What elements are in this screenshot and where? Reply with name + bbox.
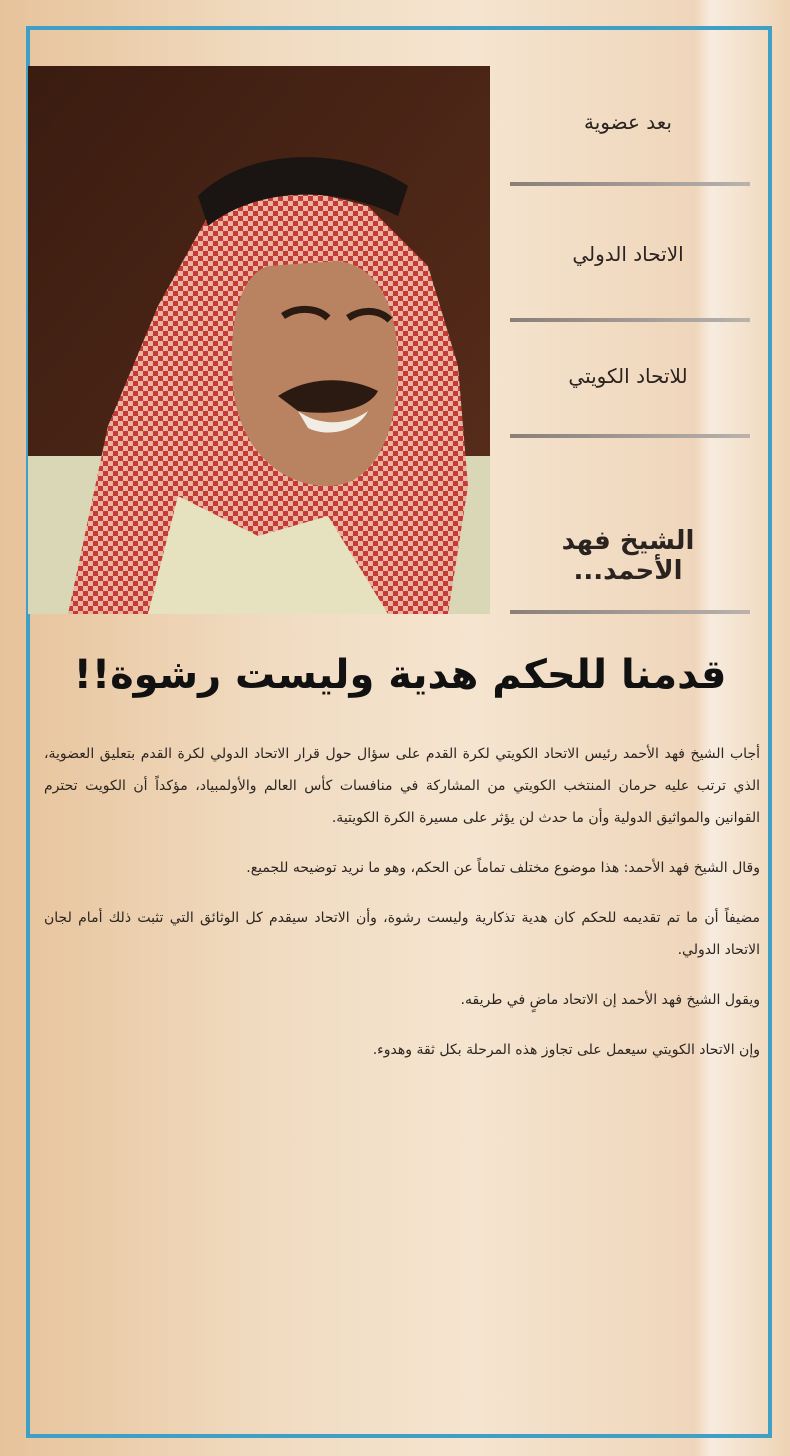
kicker-line-2: الاتحاد الدولي bbox=[572, 242, 684, 266]
kicker-divider bbox=[510, 610, 750, 614]
headline: قدمنا للحكم هدية وليست رشوة!! bbox=[73, 652, 727, 698]
portrait-photo bbox=[28, 66, 490, 614]
kicker-column bbox=[506, 66, 750, 618]
paragraph: ويقول الشيخ فهد الأحمد إن الاتحاد ماضٍ في طريقه. bbox=[460, 992, 760, 1008]
kicker-line-1: بعد عضوية bbox=[584, 110, 672, 134]
portrait-image bbox=[28, 66, 490, 614]
kicker-line-4: الشيخ فهد الأحمد... bbox=[561, 526, 695, 586]
paragraph: وقال الشيخ فهد الأحمد: هذا موضوع مختلف تماماً عن الحكم، وهو ما نريد توضيحه للجميع. bbox=[246, 860, 760, 876]
kicker-line-3: للاتحاد الكويتي bbox=[568, 364, 688, 388]
article-body bbox=[44, 738, 760, 1084]
kicker-divider bbox=[510, 434, 750, 438]
paragraph: وإن الاتحاد الكويتي سيعمل على تجاوز هذه المرحلة بكل ثقة وهدوء. bbox=[372, 1042, 760, 1058]
paragraph: أجاب الشيخ فهد الأحمد رئيس الاتحاد الكويتي لكرة القدم على سؤال حول قرار الاتحاد الدولي لكرة القدم بتعليق العضوية، الذي ترتب عليه حرمان المنتخب الكويتي من المشاركة في منافسات كأس العالم والأولمبياد، مؤكداً أن الكويت تحترم القوانين والمواثيق الدولية وأن ما حدث لن يؤثر على مسيرة الكرة الكويتية. bbox=[44, 746, 760, 826]
kicker-divider bbox=[510, 318, 750, 322]
paragraph: مضيفاً أن ما تم تقديمه للحكم كان هدية تذكارية وليست رشوة، وأن الاتحاد سيقدم كل الوثائق التي تثبت ذلك أمام لجان الاتحاد الدولي. bbox=[44, 910, 760, 958]
kicker-divider bbox=[510, 182, 750, 186]
